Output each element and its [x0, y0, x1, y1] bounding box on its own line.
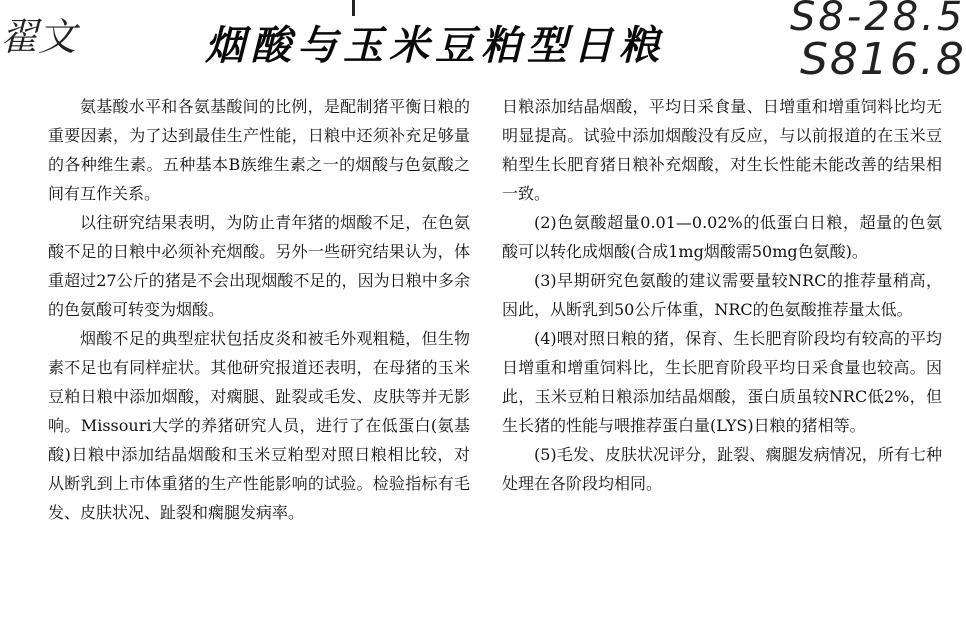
paragraph: (2)色氨酸超量0.01—0.02%的低蛋白日粮，超量的色氨酸可以转化成烟酸(合成1mg烟酸需50mg色氨酸)。 [502, 213, 942, 261]
handwritten-number-bottom: S816.8 [800, 34, 966, 85]
right-column [502, 92, 942, 498]
article-title: 烟酸与玉米豆粕型日粮 [205, 23, 665, 69]
paragraph: (5)毛发、皮肤状况评分，趾裂、瘸腿发病情况，所有七种处理在各阶段均相同。 [502, 445, 942, 493]
paragraph: (3)早期研究色氨酸的建议需要量较NRC的推荐量稍高，因此，从断乳到50公斤体重，NRC的色氨酸推荐量太低。 [502, 271, 942, 319]
paragraph: (4)喂对照日粮的猪，保育、生长肥育阶段均有较高的平均日增重和增重饲料比，生长肥育阶段平均日采食量也较高。因此，玉米豆粕日粮添加结晶烟酸，蛋白质虽较NRC低2%，但生长猪的性能与喂推荐蛋白量(LYS)日粮的猪相等。 [502, 329, 942, 435]
paragraph: 烟酸不足的典型症状包括皮炎和被毛外观粗糙，但生物素不足也有同样症状。其他研究报道还表明，在母猪的玉米豆粕日粮中添加烟酸，对瘸腿、趾裂或毛发、皮肤等并无影响。Missouri大学的养猪研究人员，进行了在低蛋白(氨基酸)日粮中添加结晶烟酸和玉米豆粕型对照日粮相比较，对从断乳到上市体重猪的生产性能影响的试验。检验指标有毛发、皮肤状况、趾裂和瘸腿发病率。 [48, 329, 470, 522]
handwritten-number-top: S8-28.5 [790, 0, 966, 40]
left-column [48, 92, 470, 527]
paragraph: 以往研究结果表明，为防止青年猪的烟酸不足，在色氨酸不足的日粮中必须补充烟酸。另外一些研究结果认为，体重超过27公斤的猪是不会出现烟酸不足的，因为日粮中多余的色氨酸可转变为烟酸。 [48, 213, 470, 319]
paragraph-continued: 日粮添加结晶烟酸，平均日采食量、日增重和增重饲料比均无明显提高。试验中添加烟酸没有反应，与以前报道的在玉米豆粕型生长肥育猪日粮补充烟酸，对生长性能未能改善的结果相一致。 [502, 97, 942, 203]
handwritten-note-left: 翟文 [0, 15, 77, 59]
paragraph: 氨基酸水平和各氨基酸间的比例，是配制猪平衡日粮的重要因素，为了达到最佳生产性能，日粮中还须补充足够量的各种维生素。五种基本B族维生素之一的烟酸与色氨酸之间有互作关系。 [48, 97, 470, 203]
